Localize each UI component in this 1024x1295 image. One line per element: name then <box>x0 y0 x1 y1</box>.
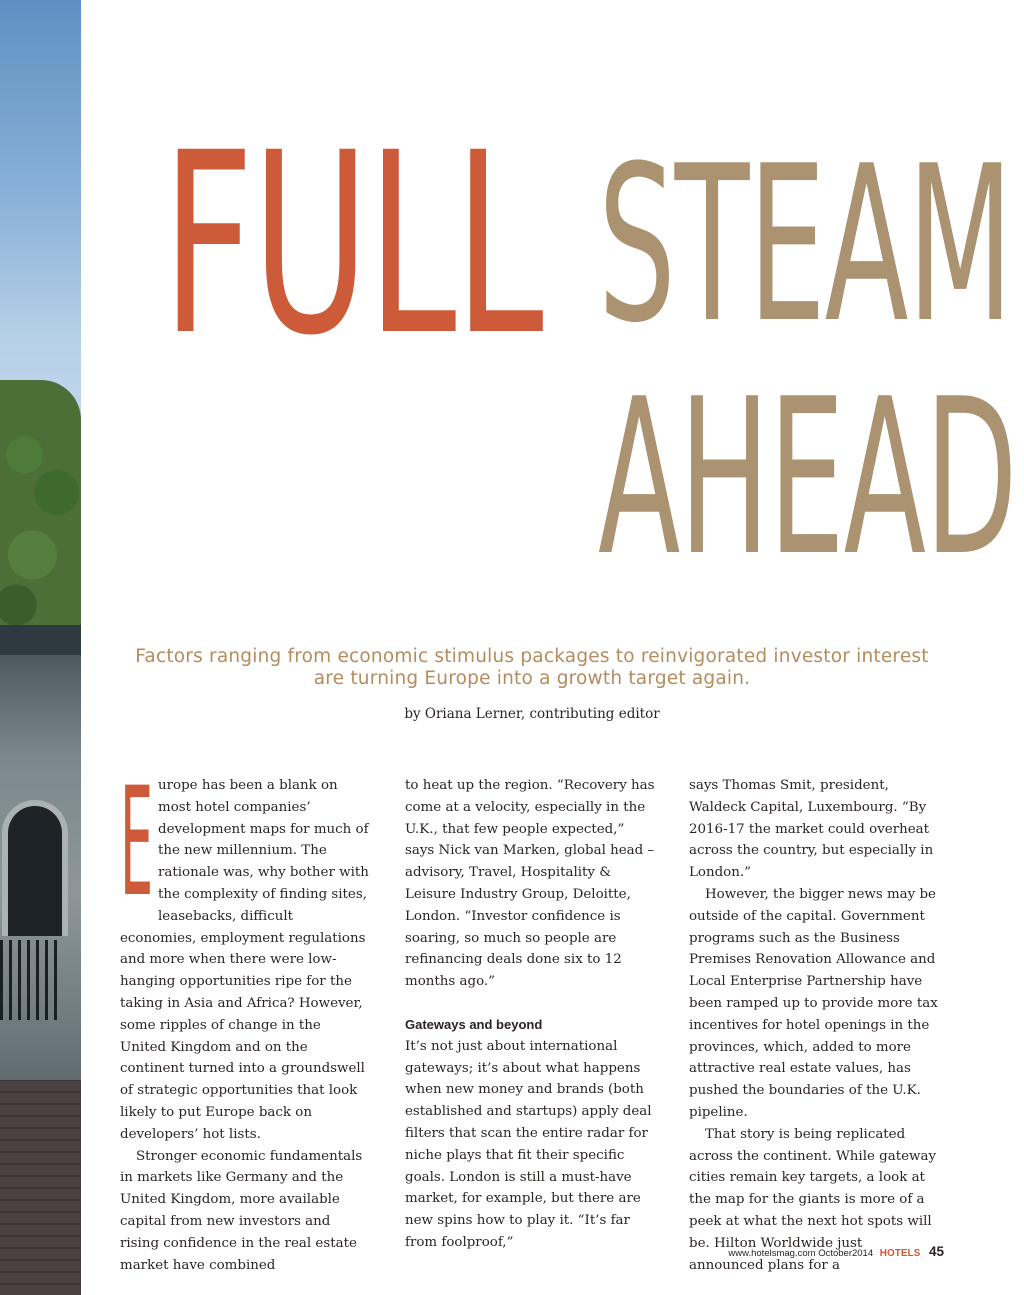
balcony-railing <box>0 940 60 1020</box>
article-column-3 <box>689 775 939 1276</box>
article-byline: by Oriana Lerner, contributing editor <box>404 706 660 722</box>
arched-window <box>2 800 68 936</box>
headline-word-steam: STEAM <box>598 119 1012 370</box>
column-3-paragraph-3: That story is being replicated across the continent. While gateway cities remain key targets, a look at the map for the giants is more of a peek at what the next hot spots will be. Hilton Worldwide just announced plans for a <box>689 1126 937 1273</box>
article-column-2 <box>405 775 655 1254</box>
drop-cap: E <box>120 756 154 930</box>
brick-wall <box>0 1080 81 1295</box>
article-dek: Factors ranging from economic stimulus packages to reinvigorated investor interest are turning Europe into a growth target again. <box>135 646 929 689</box>
footer-url[interactable]: www.hotelsmag.com <box>728 1248 816 1259</box>
headline <box>0 0 1024 640</box>
column-2-paragraph-2: It’s not just about international gateways; it’s about what happens when new money and brands (both established and startups) apply deal filters that scan the entire radar for niche plays that fit their specific goals. London is still a must-have market, for example, but there are new spins how to play it. “It’s far from foolproof,” <box>405 1038 652 1250</box>
column-1-paragraph-1: urope has been a blank on most hotel companies’ development maps for much of the new millennium. The rationale was, why bother with the complexity of finding sites, leasebacks, difficult economies, employment regulations and more when there were low-hanging opportunities ripe for the taking in Asia and Africa? However, some ripples of change in the United Kingdom and on the continent turned into a groundswell of strategic opportunities that look likely to put Europe back on developers’ hot lists. <box>120 778 369 1142</box>
headline-word-full: FULL <box>162 99 542 390</box>
footer-magazine-name: HOTELS <box>879 1248 921 1259</box>
page-footer <box>728 1244 944 1259</box>
headline-word-ahead: AHEAD <box>598 352 1017 603</box>
footer-issue: October2014 <box>818 1248 874 1259</box>
page-number: 45 <box>928 1244 944 1259</box>
column-3-paragraph-2: However, the bigger news may be outside of the capital. Government programs such as the Business Premises Renovation Allowance and Local Enterprise Partnership have been ramped up to provide more tax incentives for hotel openings in the provinces, which, added to more attractive real estate values, has pushed the boundaries of the U.K. pipeline. <box>689 886 938 1120</box>
article-column-1 <box>120 756 370 1276</box>
column-3-paragraph-1: says Thomas Smit, president, Waldeck Capital, Luxembourg. “By 2016-17 the market could overheat across the country, but especially in London.” <box>689 778 934 881</box>
section-subhead: Gateways and beyond <box>405 1016 543 1032</box>
column-2-paragraph-1: to heat up the region. “Recovery has come at a velocity, especially in the U.K., that few people expected,” says Nick van Marken, global head – advisory, Travel, Hospitality & Leisure Industry Group, Deloitte, London. “Investor confidence is soaring, so much so people are refinancing deals done six to 12 months ago.” <box>405 778 655 990</box>
column-1-paragraph-2: Stronger economic fundamentals in markets like Germany and the United Kingdom, more available capital from new investors and rising confidence in the real estate market have combined <box>120 1148 363 1273</box>
